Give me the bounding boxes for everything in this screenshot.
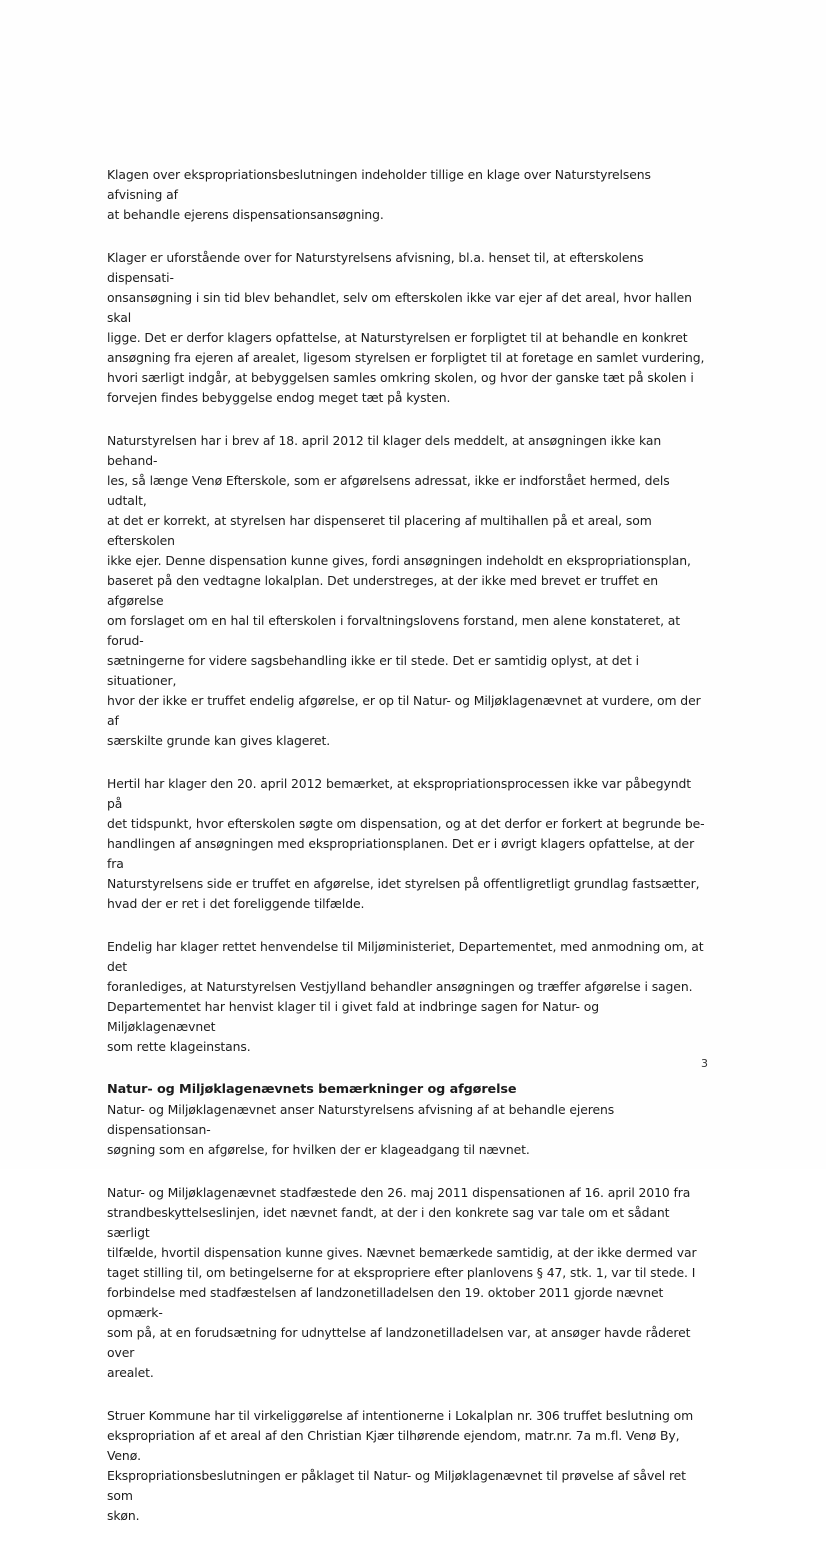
document-body: [107, 165, 707, 1549]
paragraph-naturstyrelsen-letter: Naturstyrelsen har i brev af 18. april 2012 til klager dels meddelt, at ansøgningen ikke kan behand- les, så længe Venø Efterskole, som er afgørelsens adressat, ikke er indforstået hermed, dels udtalt, at det er korrekt, at styrelsen har dispenseret til placering af multihallen på et areal, som efterskolen ikke ejer. Denne dispensation kunne gives, fordi ansøgningen indeholdt en ekspropriationsplan, baseret på den vedtagne lokalplan. Det understreges, at der ikke med brevet er truffet en afgørelse om forslaget om en hal til efterskolen i forvaltningslovens forstand, men alene konstateret, at forud- sætningerne for videre sagsbehandling ikke er til stede. Det er samtidig oplyst, at det i situationer, hvor der ikke er truffet endelig afgørelse, er op til Natur- og Miljøklagenævnet at vurdere, om der af særskilte grunde kan gives klageret.: [107, 433, 701, 748]
page-number: 3: [701, 1057, 708, 1070]
paragraph-complainant-view: Klager er uforstående over for Naturstyrelsens afvisning, bl.a. henset til, at efterskolens dispensati- onsansøgning i sin tid blev behandlet, selv om efterskolen ikke var ejer af det areal, hvor hallen skal ligge. Det er derfor klagers opfattelse, at Naturstyrelsen er forpligtet til at behandle en konkret ansøgning fra ejeren af arealet, ligesom styrelsen er forpligtet til at foretage en samlet vurdering, hvori særligt indgår, at bebyggelsen samles omkring skolen, og hvor der ganske tæt på skolen i forvejen findes bebyggelse endog meget tæt på kysten.: [107, 250, 705, 405]
section-heading: Natur- og Miljøklagenævnets bemærkninger og afgørelse: [107, 1082, 517, 1097]
paragraph-board-assessment: Natur- og Miljøklagenævnet anser Naturstyrelsens afvisning af at behandle ejerens dispensationsan- søgning som en afgørelse, for hvilken der er klageadgang til nævnet.: [107, 1102, 615, 1157]
paragraph-board-history: Natur- og Miljøklagenævnet stadfæstede den 26. maj 2011 dispensationen af 16. april 2010 fra strandbeskyttelseslinjen, idet nævnet fandt, at der i den konkrete sag var tale om et sådant særligt tilfælde, hvortil dispensation kunne gives. Nævnet bemærkede samtidig, at der ikke dermed var taget stilling til, om betingelserne for at ekspropriere efter planlovens § 47, stk. 1, var til stede. I forbindelse med stadfæstelsen af landzonetilladelsen den 19. oktober 2011 gjorde nævnet opmærk- som på, at en forudsætning for udnyttelse af landzonetilladelsen var, at ansøger havde råderet over arealet.: [107, 1185, 697, 1380]
paragraph-ministry-inquiry: Endelig har klager rettet henvendelse til Miljøministeriet, Departementet, med anmodning om, at det foranlediges, at Naturstyrelsen Vestjylland behandler ansøgningen og træffer afgørelse i sagen. Departementet har henvist klager til i givet fald at indbringe sagen for Natur- og Miljøklagenævnet som rette klageinstans.: [107, 939, 704, 1054]
paragraph-expropriation: Struer Kommune har til virkeliggørelse af intentionerne i Lokalplan nr. 306 truffet beslutning om ekspropriation af et areal af den Christian Kjær tilhørende ejendom, matr.nr. 7a m.fl. Venø By, Venø. Ekspropriationsbeslutningen er påklaget til Natur- og Miljøklagenævnet til prøvelse af såvel ret som skøn.: [107, 1408, 694, 1523]
paragraph-complainant-reply: Hertil har klager den 20. april 2012 bemærket, at ekspropriationsprocessen ikke var påbegyndt på det tidspunkt, hvor efterskolen søgte om dispensation, og at det derfor er forkert at begrunde be- handlingen af ansøgningen med ekspropriationsplanen. Det er i øvrigt klagers opfattelse, at der fra Naturstyrelsens side er truffet en afgørelse, idet styrelsen på offentligretligt grundlag fastsætter, hvad der er ret i det foreliggende tilfælde.: [107, 776, 705, 911]
paragraph-complaint-intro: Klagen over ekspropriationsbeslutningen indeholder tillige en klage over Naturstyrelsens afvisning af at behandle ejerens dispensationsansøgning.: [107, 167, 651, 222]
